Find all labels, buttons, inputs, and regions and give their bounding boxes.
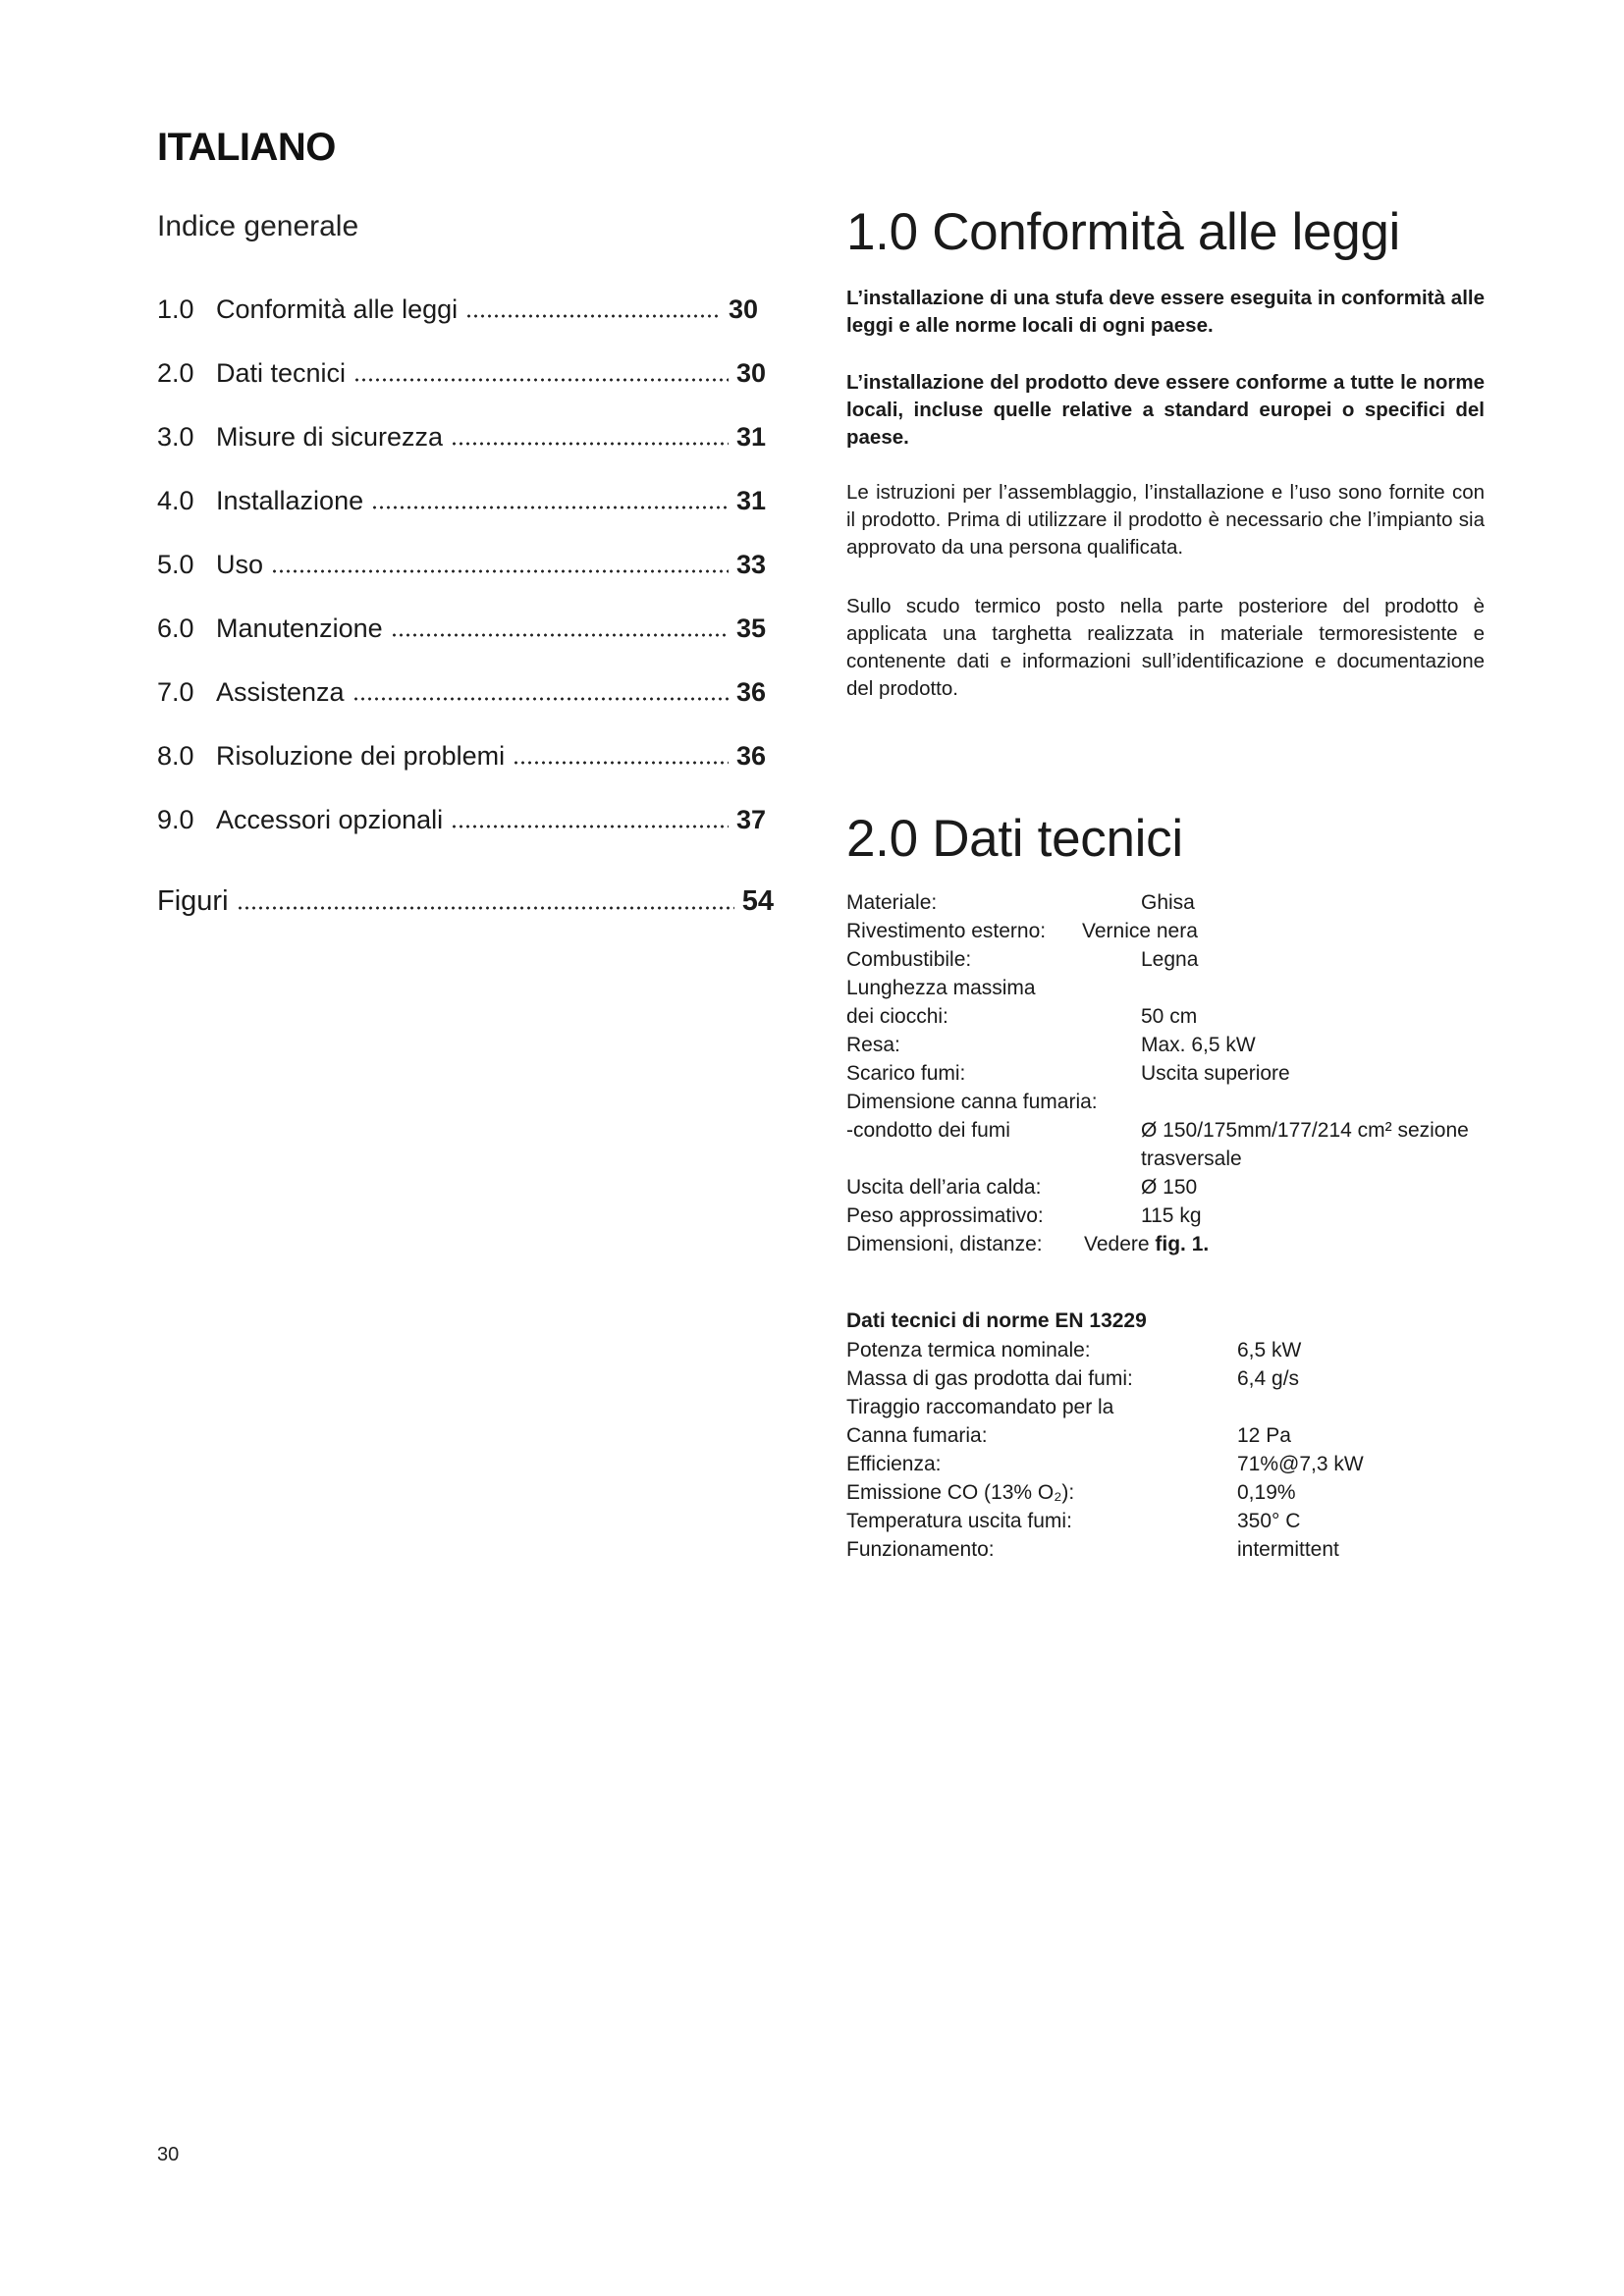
toc-item-page: 36 [735,677,766,707]
spec-label: Lunghezza massima [846,977,1036,999]
toc-item-page: 31 [735,486,766,515]
spec-value: 6,5 kW [1237,1339,1302,1362]
toc-item-label: Uso [216,550,264,579]
toc-item-label: Installazione [216,486,364,515]
spec-label: Emissione CO (13% O₂): [846,1481,1075,1504]
spec-label: Scarico fumi: [846,1062,966,1085]
toc-item-label: Figuri [157,885,229,917]
toc-item-number: 7.0 [157,677,194,707]
spec-value: 6,4 g/s [1237,1367,1300,1390]
toc-leader-dots [451,825,729,828]
toc-item-page: 30 [728,294,758,324]
toc-leader-dots [465,314,721,318]
spec-value: 350° C [1237,1510,1301,1532]
figure-reference[interactable]: fig. 1. [1155,1233,1210,1255]
toc-item-page: 31 [735,422,766,452]
spec-label: Uscita dell’aria calda: [846,1176,1042,1199]
spec-value: trasversale [1141,1148,1242,1170]
toc-item[interactable] [157,422,766,453]
spec-label: Tiraggio raccomandato per la [846,1396,1114,1418]
toc-leader-dots [371,506,729,509]
section-1-paragraph: L’installazione del prodotto deve essere conforme a tutte le norme locali, incluse quelle relative a standard europei o specifici del paese. [846,371,1485,449]
toc-item-number: 4.0 [157,486,194,515]
spec-value: Legna [1141,948,1199,971]
en13229-title: Dati tecnici di norme EN 13229 [846,1309,1147,1332]
toc-item[interactable] [157,358,766,389]
toc-item-page: 30 [735,358,766,388]
toc-item-page: 54 [741,885,774,917]
toc-leader-dots [513,761,729,765]
toc-item-number: 1.0 [157,294,194,324]
toc-item-number: 2.0 [157,358,194,388]
spec-label: Materiale: [846,891,938,914]
section-1-paragraph: Le istruzioni per l’assemblaggio, l’installazione e l’uso sono fornite con il prodotto. Prima di utilizzare il prodotto è necessario che l’impianto sia approvato da una persona qualificata. [846,481,1485,559]
spec-value: Ghisa [1141,891,1195,914]
spec-value: intermittent [1237,1538,1339,1561]
spec-label: Potenza termica nominale: [846,1339,1091,1362]
spec-label: Resa: [846,1034,900,1056]
spec-label: Canna fumaria: [846,1424,988,1447]
spec-label: Temperatura uscita fumi: [846,1510,1072,1532]
section-1-paragraph: L’installazione di una stufa deve essere eseguita in conformità alle leggi e alle norme locali di ogni paese. [846,287,1485,337]
toc-leader-dots [391,633,729,637]
language-heading: ITALIANO [157,126,336,169]
spec-label: Peso approssimativo: [846,1204,1044,1227]
toc-item[interactable] [157,614,766,644]
section-1-heading: 1.0 Conformità alle leggi [846,203,1401,261]
toc-item-number: 8.0 [157,741,194,771]
spec-value: 50 cm [1141,1005,1198,1028]
spec-value: Uscita superiore [1141,1062,1290,1085]
spec-label: Combustibile: [846,948,972,971]
toc-item[interactable] [157,741,766,772]
spec-label: Efficienza: [846,1453,942,1475]
toc-item-label: Accessori opzionali [216,805,444,834]
toc-item-number: 5.0 [157,550,194,579]
spec-label: -condotto dei fumi [846,1119,1010,1142]
section-1-paragraph: Sullo scudo termico posto nella parte posteriore del prodotto è applicata una targhetta realizzata in materiale termoresistente e contenente dati e informazioni sull’identificazione e documentazione del prodotto. [846,595,1485,700]
toc-item-label: Risoluzione dei problemi [216,741,506,771]
toc-item-page: 37 [735,805,766,834]
spec-value: Ø 150/175mm/177/214 cm² sezione [1141,1119,1469,1142]
spec-label: Dimensione canna fumaria: [846,1091,1098,1113]
spec-value: Max. 6,5 kW [1141,1034,1256,1056]
toc-leader-dots [353,378,729,382]
toc-item[interactable] [157,805,766,835]
toc-item-label: Conformità alle leggi [216,294,459,324]
toc-item[interactable] [157,294,758,325]
toc-item-page: 35 [735,614,766,643]
page-number: 30 [157,2144,180,2165]
spec-label: Funzionamento: [846,1538,995,1561]
toc-item[interactable] [157,677,766,708]
spec-label: dei ciocchi: [846,1005,948,1028]
spec-value: Vernice nera [1082,920,1198,942]
spec-value-text: Vedere [1084,1233,1150,1255]
toc-item-number: 9.0 [157,805,194,834]
spec-value [1084,1233,1209,1256]
toc-item-number: 6.0 [157,614,194,643]
toc-item[interactable] [157,486,766,516]
toc-item-number: 3.0 [157,422,194,452]
toc-item-label: Assistenza [216,677,345,707]
spec-label: Rivestimento esterno: [846,920,1047,942]
toc-figures-item[interactable] [157,885,774,918]
toc-leader-dots [237,906,734,910]
toc-item-label: Dati tecnici [216,358,347,388]
toc-title: Indice generale [157,210,359,242]
spec-value: 12 Pa [1237,1424,1291,1447]
toc-item-page: 36 [735,741,766,771]
toc-leader-dots [451,442,729,446]
toc-leader-dots [271,569,729,573]
spec-label: Massa di gas prodotta dai fumi: [846,1367,1133,1390]
spec-value: 115 kg [1141,1204,1202,1227]
spec-value: 71%@7,3 kW [1237,1453,1364,1475]
toc-leader-dots [352,697,729,701]
spec-value: 0,19% [1237,1481,1296,1504]
toc-item-label: Manutenzione [216,614,383,643]
toc-item-page: 33 [735,550,766,579]
spec-value: Ø 150 [1141,1176,1198,1199]
spec-label: Dimensioni, distanze: [846,1233,1043,1255]
toc-item-label: Misure di sicurezza [216,422,444,452]
section-2-heading: 2.0 Dati tecnici [846,810,1183,868]
toc-item[interactable] [157,550,766,580]
